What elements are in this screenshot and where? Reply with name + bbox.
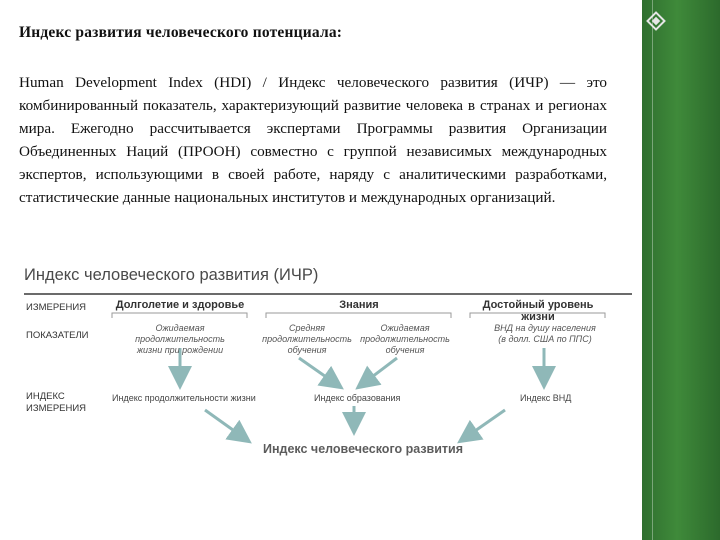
arrow-right-to-result bbox=[462, 410, 505, 440]
indicator-expected-schooling bbox=[360, 323, 450, 356]
indicator-gni bbox=[480, 323, 610, 345]
bracket-knowledge bbox=[266, 313, 451, 318]
indicator-life-expectancy-line1: Ожидаемая продолжительность bbox=[135, 323, 225, 344]
row-label-index bbox=[26, 391, 86, 415]
document-heading: Индекс развития человеческого потенциала: bbox=[19, 24, 343, 41]
indicator-mean-schooling-line1: Средняя bbox=[289, 323, 325, 333]
arrow-mean-school bbox=[299, 358, 339, 386]
arrow-expected-school bbox=[360, 358, 397, 386]
bracket-health bbox=[112, 313, 247, 318]
paragraph-line-1: Human Development Index (HDI) / Индекс человеческого развития bbox=[19, 74, 498, 91]
row-label-indicators: ПОКАЗАТЕЛИ bbox=[26, 330, 89, 341]
indicator-mean-schooling bbox=[262, 323, 352, 356]
diagram-title: Индекс человеческого развития (ИЧР) bbox=[24, 266, 319, 284]
row-label-index-line1: ИНДЕКС bbox=[26, 391, 65, 402]
paragraph-line-8: организаций. bbox=[470, 189, 556, 206]
hdi-result: Индекс человеческого развития bbox=[263, 442, 464, 456]
indicator-mean-schooling-line2: продолжительность bbox=[262, 334, 352, 344]
arrow-left-to-result bbox=[205, 410, 247, 440]
indicator-expected-schooling-line2: продолжительность bbox=[360, 334, 450, 344]
indicator-life-expectancy-line2: жизни при рождении bbox=[136, 345, 224, 355]
accent-sidebar-line bbox=[652, 0, 653, 540]
indicator-gni-line2: (в долл. США по ППС) bbox=[498, 334, 592, 344]
paragraph-line-6: использующими в своей работе, наряду с аналитическими разработками, bbox=[95, 166, 608, 183]
index-education: Индекс образования bbox=[314, 393, 401, 403]
dimension-living: Достойный уровень жизни bbox=[482, 299, 594, 323]
paragraph-line-5: совместно с группой независимых международных экспертов, bbox=[19, 143, 608, 183]
accent-sidebar bbox=[642, 0, 720, 540]
paragraph-line-7: статистические данные национальных институтов и международных bbox=[19, 189, 467, 206]
indicator-expected-schooling-line3: обучения bbox=[385, 345, 425, 355]
title-rule bbox=[24, 293, 632, 295]
paragraph-line-3: человека в странах и регионах мира. Ежегодно рассчитывается экспертами bbox=[19, 97, 608, 137]
dimension-health: Долголетие и здоровье bbox=[115, 299, 245, 311]
index-life-expectancy: Индекс продолжительности жизни bbox=[112, 393, 256, 403]
indicator-mean-schooling-line3: обучения bbox=[287, 345, 327, 355]
indicator-expected-schooling-line1: Ожидаемая bbox=[380, 323, 430, 333]
row-label-index-line2: ИЗМЕРЕНИЯ bbox=[26, 403, 87, 414]
paragraph-line-2: (ИЧР) — это комбинированный показатель, характеризующий развитие bbox=[19, 74, 607, 114]
dimension-knowledge: Знания bbox=[339, 299, 379, 311]
index-gni: Индекс ВНД bbox=[520, 393, 572, 403]
row-label-dimensions: ИЗМЕРЕНИЯ bbox=[26, 302, 87, 313]
indicator-life-expectancy bbox=[110, 323, 250, 356]
indicator-gni-line1: ВНД на душу населения bbox=[494, 323, 596, 333]
paragraph-line-4: Программы развития Организации Объединенных Наций (ПРООН) bbox=[19, 120, 607, 160]
